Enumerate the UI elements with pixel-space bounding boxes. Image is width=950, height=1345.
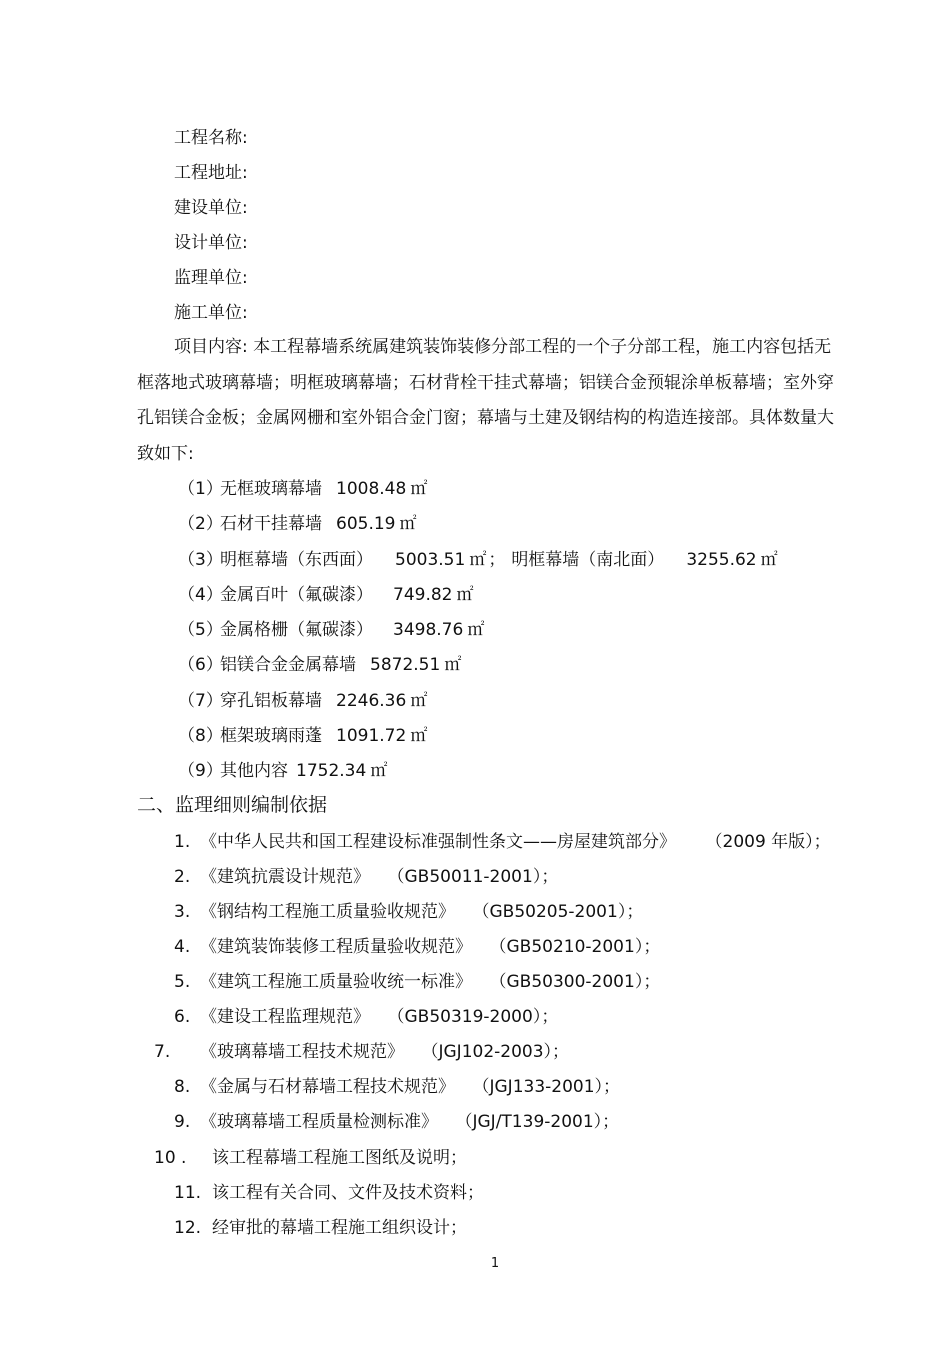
quantity-name: 石材干挂幕墙: [220, 514, 322, 534]
reference-code: （GB50205-2001）；: [481, 902, 644, 922]
quantity-num: （1）: [178, 479, 223, 499]
reference-num: 11.: [174, 1183, 202, 1203]
section-heading: 二、监理细则编制依据: [137, 794, 328, 816]
quantity-num: （6）: [178, 655, 223, 675]
quantity-value: 5872.51: [370, 655, 441, 675]
reference-num: 2.: [174, 867, 191, 887]
reference-title: 该工程有关合同、文件及技术资料；: [212, 1183, 484, 1203]
quantity-value: 749.82: [393, 585, 453, 605]
reference-code: （GB50319-2000）；: [396, 1007, 559, 1027]
quantity-name: 铝镁合金金属幕墙: [220, 655, 356, 675]
field-project-name: 工程名称:: [174, 128, 248, 148]
quantity-name: 金属格栅（氟碳漆）: [220, 620, 373, 640]
quantity-name: 金属百叶（氟碳漆）: [220, 585, 373, 605]
quantity-num: （3）: [178, 550, 223, 570]
reference-item: [174, 1182, 484, 1204]
reference-item: [174, 1006, 558, 1028]
unit: ㎡: [456, 585, 474, 605]
reference-code: （JGJ/T139-2001）；: [464, 1112, 620, 1132]
reference-title: 《金属与石材幕墙工程技术规范》: [200, 1077, 455, 1097]
reference-num: 9.: [174, 1112, 191, 1132]
reference-code: （2009 年版）；: [714, 832, 831, 852]
field-owner: 建设单位:: [174, 198, 248, 218]
quantity-item: [178, 584, 473, 606]
reference-num: 7.: [154, 1042, 171, 1062]
quantity-value: 1091.72: [336, 726, 407, 746]
quantity-item: [178, 690, 427, 712]
reference-title: 《建筑工程施工质量验收统一标准》: [200, 972, 472, 992]
reference-title: 《玻璃幕墙工程技术规范》: [200, 1042, 404, 1062]
reference-num: 12.: [174, 1218, 202, 1238]
reference-num: 10 .: [154, 1148, 187, 1168]
reference-title: 《钢结构工程施工质量验收规范》: [200, 902, 455, 922]
quantity-num: （5）: [178, 620, 223, 640]
reference-code: （GB50210-2001）；: [498, 937, 661, 957]
field-designer: 设计单位:: [174, 233, 248, 253]
field-supervisor: 监理单位:: [174, 268, 248, 288]
quantity-num: （2）: [178, 514, 223, 534]
quantity-value: 5003.51: [395, 550, 466, 570]
reference-title: 《建设工程监理规范》: [200, 1007, 370, 1027]
quantity-value: 605.19: [336, 514, 396, 534]
unit: ㎡: [410, 726, 428, 746]
project-content-paragraph: 项目内容: 本工程幕墙系统属建筑装饰装修分部工程的一个子分部工程，施工内容包括无框落地式玻璃幕墙；明框玻璃幕墙；石材背栓干挂式幕墙；铝镁合金预辊涂单板幕墙；室外穿孔铝镁合金板；金属网栅和室外铝合金门窗；幕墙与土建及钢结构的构造连接部。具体数量大致如下:: [137, 337, 834, 464]
quantity-value: 1008.48: [336, 479, 407, 499]
reference-code: （JGJ102-2003）；: [430, 1042, 570, 1062]
reference-item: [174, 866, 558, 888]
reference-num: 4.: [174, 937, 191, 957]
quantity-value: 2246.36: [336, 691, 407, 711]
quantity-name: 无框玻璃幕墙: [220, 479, 322, 499]
quantity-item: [178, 760, 387, 782]
quantity-item: [178, 619, 484, 641]
quantity-name: 框架玻璃雨蓬: [220, 726, 322, 746]
quantity-item: [178, 549, 778, 571]
reference-item: [174, 936, 660, 958]
quantity-value-2: 3255.62: [686, 550, 757, 570]
unit: ㎡: [760, 550, 778, 570]
quantity-name: 穿孔铝板幕墙: [220, 691, 322, 711]
unit: ㎡: [399, 514, 417, 534]
reference-code: （JGJ133-2001）；: [481, 1077, 621, 1097]
reference-item: [174, 1076, 620, 1098]
reference-title: 该工程幕墙工程施工图纸及说明；: [212, 1148, 467, 1168]
reference-title: 《建筑抗震设计规范》: [200, 867, 370, 887]
unit: ㎡: [469, 550, 487, 570]
reference-title: 《建筑装饰装修工程质量验收规范》: [200, 937, 472, 957]
field-contractor: 施工单位:: [174, 303, 248, 323]
reference-item: [154, 1147, 467, 1169]
quantity-num: （4）: [178, 585, 223, 605]
quantity-item: [178, 654, 461, 676]
reference-item: [174, 971, 660, 993]
quantity-name: 其他内容: [220, 761, 288, 781]
quantity-num: （8）: [178, 726, 223, 746]
unit: ㎡: [410, 691, 428, 711]
reference-num: 1.: [174, 832, 191, 852]
reference-item: [174, 831, 831, 853]
quantity-num: （9）: [178, 761, 223, 781]
quantity-value: 3498.76: [393, 620, 464, 640]
reference-title: 《玻璃幕墙工程质量检测标准》: [200, 1112, 438, 1132]
reference-num: 3.: [174, 902, 191, 922]
reference-num: 6.: [174, 1007, 191, 1027]
reference-title: 经审批的幕墙工程施工组织设计；: [212, 1218, 467, 1238]
quantity-num: （7）: [178, 691, 223, 711]
reference-code: （GB50300-2001）；: [498, 972, 661, 992]
unit: ㎡: [370, 761, 388, 781]
reference-item: [174, 1217, 467, 1239]
separator: ；: [488, 550, 506, 570]
page-number: 1: [490, 1256, 500, 1271]
unit: ㎡: [410, 479, 428, 499]
unit: ㎡: [444, 655, 462, 675]
quantity-name: 明框幕墙（东西面）: [220, 550, 373, 570]
unit: ㎡: [467, 620, 485, 640]
field-project-address: 工程地址:: [174, 163, 248, 183]
quantity-item: [178, 725, 427, 747]
reference-item: [154, 1041, 569, 1063]
reference-item: [174, 1111, 619, 1133]
quantity-item: [178, 478, 427, 500]
quantity-item: [178, 513, 416, 535]
quantity-name-2: 明框幕墙（南北面）: [511, 550, 665, 570]
quantity-value: 1752.34: [296, 761, 367, 781]
reference-num: 8.: [174, 1077, 191, 1097]
reference-title: 《中华人民共和国工程建设标准强制性条文——房屋建筑部分》: [200, 832, 676, 852]
reference-num: 5.: [174, 972, 191, 992]
reference-code: （GB50011-2001）；: [396, 867, 559, 887]
reference-item: [174, 901, 643, 923]
